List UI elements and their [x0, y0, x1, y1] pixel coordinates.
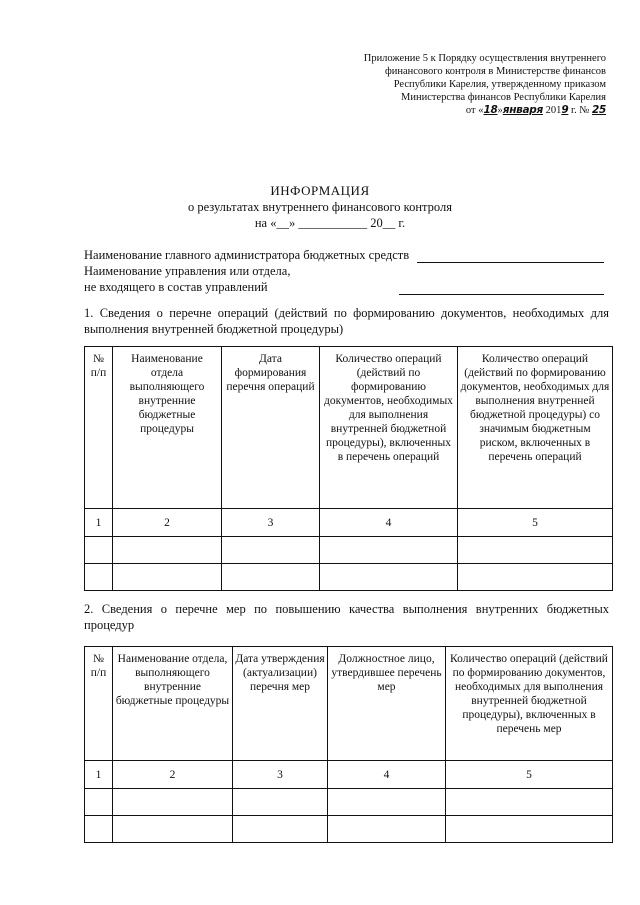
appendix-line-3: Республики Карелия, утвержденному приказом — [393, 79, 606, 90]
dept-field-blank[interactable] — [399, 283, 604, 295]
table-cell[interactable] — [328, 816, 446, 843]
operations-table-number-row — [85, 509, 613, 537]
col-header-department: Наименование отдела, выполняющего внутренние бюджетные процедуры — [113, 647, 233, 761]
table-cell[interactable] — [113, 564, 222, 591]
handwritten-month: января — [502, 104, 543, 116]
table-cell[interactable] — [233, 816, 328, 843]
col-header-operations-count: Количество операций (действий по формированию документов, необходимых для выполнения внутренней бюджетной процедуры), включенных в перечень операций — [320, 347, 458, 509]
document-heading: ИНФОРМАЦИЯ — [270, 183, 370, 198]
appendix-line-1: Приложение 5 к Порядку осуществления внутреннего — [363, 53, 606, 64]
table-cell[interactable] — [458, 564, 613, 591]
header-fields — [84, 247, 604, 295]
measures-table — [84, 646, 613, 843]
table-cell[interactable] — [113, 537, 222, 564]
table-cell[interactable] — [85, 564, 113, 591]
col-number-4: 4 — [328, 761, 446, 789]
table-cell[interactable] — [233, 789, 328, 816]
col-header-department: Наименование отдела выполняющего внутренние бюджетные процедуры — [113, 347, 222, 509]
appendix-note — [306, 52, 606, 117]
table-cell[interactable] — [222, 564, 320, 591]
table-cell[interactable] — [446, 789, 613, 816]
table-cell[interactable] — [446, 816, 613, 843]
col-number-3: 3 — [233, 761, 328, 789]
col-header-number: № п/п — [85, 647, 113, 761]
table-row — [85, 816, 613, 843]
table-cell[interactable] — [458, 537, 613, 564]
table-cell[interactable] — [113, 789, 233, 816]
table-cell[interactable] — [85, 789, 113, 816]
handwritten-order-number: 25 — [591, 104, 606, 116]
dept-field-row-1 — [84, 263, 604, 279]
col-header-official: Должностное лицо, утвердившее перечень мер — [328, 647, 446, 761]
col-number-3: 3 — [222, 509, 320, 537]
col-number-1: 1 — [85, 761, 113, 789]
measures-table-number-row — [85, 761, 613, 789]
col-number-5: 5 — [446, 761, 613, 789]
table-cell[interactable] — [85, 816, 113, 843]
col-number-5: 5 — [458, 509, 613, 537]
appendix-line-2: финансового контроля в Министерстве финансов — [384, 66, 606, 77]
operations-table — [84, 346, 613, 591]
table-cell[interactable] — [320, 564, 458, 591]
dept-field-label-1: Наименование управления или отдела, — [84, 264, 291, 278]
handwritten-day: 18 — [483, 104, 498, 116]
table-cell[interactable] — [222, 537, 320, 564]
document-subtitle: о результатах внутреннего финансового контроля — [187, 200, 452, 214]
col-number-4: 4 — [320, 509, 458, 537]
table-cell[interactable] — [113, 816, 233, 843]
dept-field-label-2: не входящего в состав управлений — [84, 280, 268, 294]
table-cell[interactable] — [320, 537, 458, 564]
col-number-1: 1 — [85, 509, 113, 537]
col-header-date: Дата формирования перечня операций — [222, 347, 320, 509]
report-date-line: на «__» ___________ 20__ г. — [254, 216, 406, 230]
col-header-number: № п/п — [85, 347, 113, 509]
appendix-date-line: от «18»января 2019 г. № 25 — [465, 104, 606, 116]
measures-table-header — [85, 647, 613, 761]
admin-field-row — [84, 247, 604, 263]
col-header-approval-date: Дата утверждения (актуализации) перечня мер — [233, 647, 328, 761]
col-header-risk-operations-count: Количество операций (действий по формированию документов, необходимых для выполнения внутренней бюджетной процедуры) со значимым бюджетным риском, включенных в перечень операций — [458, 347, 613, 509]
admin-field-blank[interactable] — [417, 251, 604, 263]
table-row — [85, 564, 613, 591]
appendix-line-4: Министерства финансов Республики Карелия — [401, 92, 606, 103]
dept-field-row-2 — [84, 279, 604, 295]
handwritten-year-digit: 9 — [561, 104, 569, 116]
section-2-heading: 2. Сведения о перечне мер по повышению качества выполнения внутренних бюджетных процедур — [84, 602, 609, 632]
table-cell[interactable] — [328, 789, 446, 816]
section-1-heading: 1. Сведения о перечне операций (действий по формированию документов, необходимых для выполнения внутренней бюджетной процедуры) — [84, 306, 609, 336]
document-title-block — [0, 183, 640, 231]
admin-field-label: Наименование главного администратора бюджетных средств — [84, 248, 410, 262]
col-number-2: 2 — [113, 761, 233, 789]
table-row — [85, 789, 613, 816]
operations-table-header — [85, 347, 613, 509]
col-number-2: 2 — [113, 509, 222, 537]
table-cell[interactable] — [85, 537, 113, 564]
col-header-operations-count: Количество операций (действий по формированию документов, необходимых для выполнения внутренней бюджетной процедуры), включенных в перечень мер — [446, 647, 613, 761]
table-row — [85, 537, 613, 564]
